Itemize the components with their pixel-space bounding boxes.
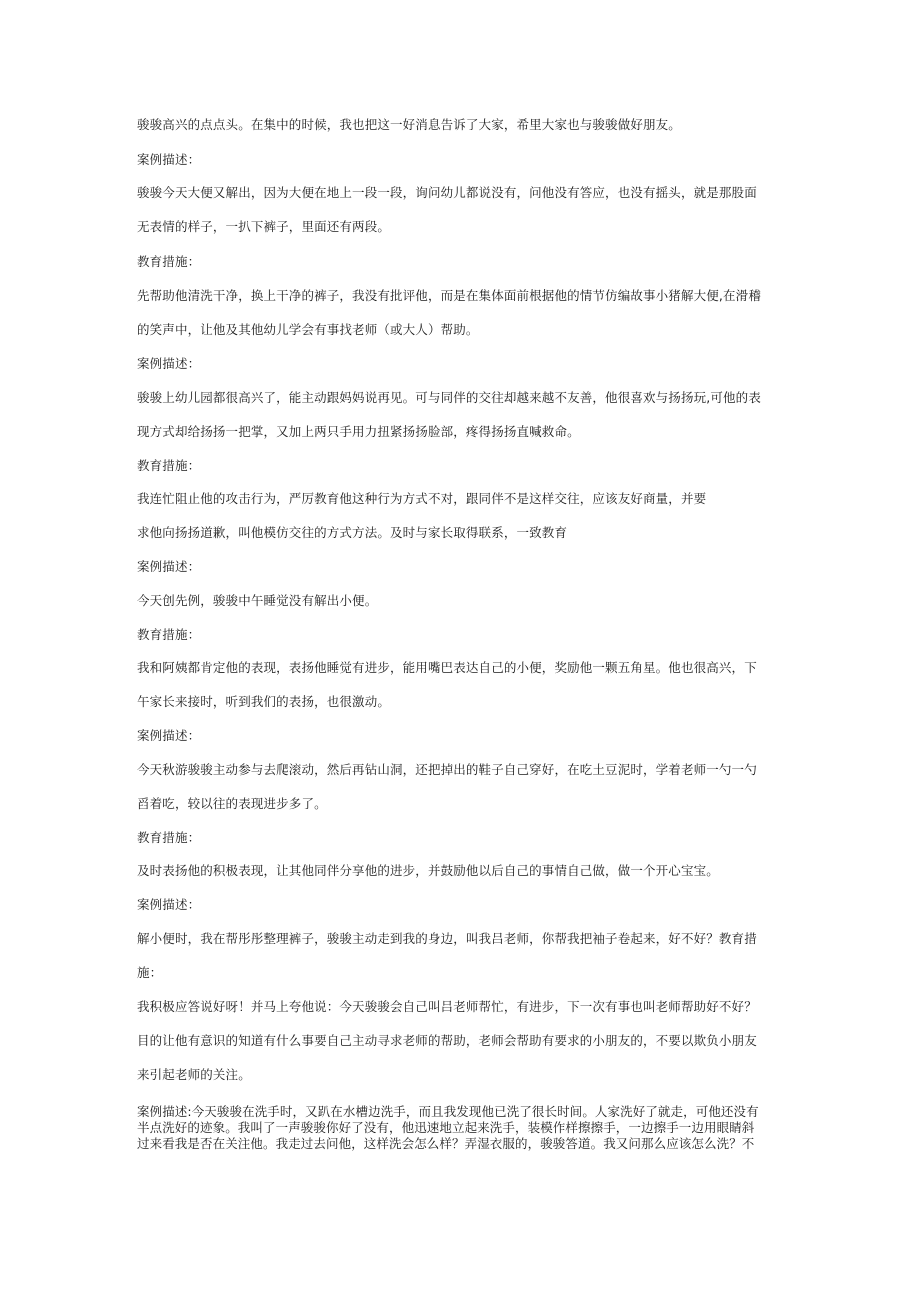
text-line: 骏骏上幼儿园都很高兴了，能主动跟妈妈说再见。可与同伴的交往却越来越不友善，他很喜欢与扬扬玩,可他的表	[137, 390, 761, 405]
text-line: 求他向扬扬道歉，叫他模仿交往的方式方法。及时与家长取得联系，一致教育	[137, 525, 568, 540]
text-line: 及时表扬他的积极表现，让其他同伴分享他的进步，并鼓励他以后自己的事情自己做，做一个开心宝宝。	[137, 863, 719, 878]
paragraph-line: 案例描述:今天骏骏在洗手时，又趴在水槽边洗手，而且我发现他已洗了很长时间。人家洗好了就走，可他还没有	[137, 1104, 759, 1119]
section-heading-measures: 教育措施：	[137, 830, 201, 845]
section-heading-measures: 教育措施：	[137, 458, 201, 473]
text-line: 来引起老师的关注。	[137, 1067, 251, 1082]
text-line: 午家长来接时，听到我们的表扬，也很激动。	[137, 694, 391, 709]
text-line: 今天创先例，骏骏中午睡觉没有解出小便。	[137, 593, 378, 608]
text-line: 施：	[137, 965, 163, 980]
text-line: 先帮助他清洗干净，换上干净的裤子，我没有批评他，而是在集体面前根据他的情节仿编故事小猪解大便,在滑稽	[137, 288, 761, 303]
text-line: 骏骏今天大便又解出，因为大便在地上一段一段，询问幼儿都说没有，问他没有答应，也没有摇头，就是那股面	[137, 185, 757, 200]
section-heading-case: 案例描述：	[137, 559, 201, 574]
paragraph-line: 半点洗好的迹象。我叫了一声骏骏你好了没有，他迅速地立起来洗手，装模作样擦擦手，一边擦手一边用眼睛斜	[137, 1120, 755, 1135]
section-heading-case: 案例描述：	[137, 897, 201, 912]
section-heading-measures: 教育措施：	[137, 627, 201, 642]
text-line: 现方式却给扬扬一把掌，又加上两只手用力扭紧扬扬脸部，疼得扬扬直喊救命。	[137, 424, 580, 439]
text-line: 无表情的样子，一扒下裤子，里面还有两段。	[137, 219, 391, 234]
text-line: 我积极应答说好呀！并马上夸他说：今天骏骏会自己叫吕老师帮忙，有进步，下一次有事也叫老师帮助好不好？	[137, 999, 757, 1014]
text-line: 我和阿姨都肯定他的表现，表扬他睡觉有进步，能用嘴巴表达自己的小便，奖励他一颗五角星。他也很高兴，下	[137, 660, 757, 675]
section-heading-case: 案例描述：	[137, 356, 201, 371]
text-line: 解小便时，我在帮彤彤整理裤子，骏骏主动走到我的身边，叫我吕老师，你帮我把袖子卷起来，好不好？教育措	[137, 931, 757, 946]
text-line: 我连忙阻止他的攻击行为，严厉教育他这种行为方式不对，跟同伴不是这样交往，应该友好商量，并要	[137, 491, 707, 506]
paragraph-line: 过来看我是否在关注他。我走过去问他，这样洗会怎么样？弄湿衣服的，骏骏答道。我又问那么应该怎么洗？不	[137, 1136, 755, 1151]
text-line: 目的让他有意识的知道有什么事要自己主动寻求老师的帮助，老师会帮助有要求的小朋友的，不要以欺负小朋友	[137, 1033, 757, 1048]
text-line: 骏骏高兴的点点头。在集中的时候，我也把这一好消息告诉了大家，希里大家也与骏骏做好朋友。	[137, 117, 681, 132]
text-line: 的笑声中，让他及其他幼儿学会有事找老师（或大人）帮助。	[137, 322, 479, 337]
text-line: 今天秋游骏骏主动参与去爬滚动，然后再钻山洞，还把掉出的鞋子自己穿好，在吃土豆泥时，学着老师一勺一勺	[137, 762, 757, 777]
section-heading-case: 案例描述：	[137, 728, 201, 743]
section-heading-measures: 教育措施：	[137, 254, 201, 269]
text-line: 舀着吃，较以往的表现进步多了。	[137, 796, 327, 811]
section-heading-case: 案例描述：	[137, 152, 201, 167]
